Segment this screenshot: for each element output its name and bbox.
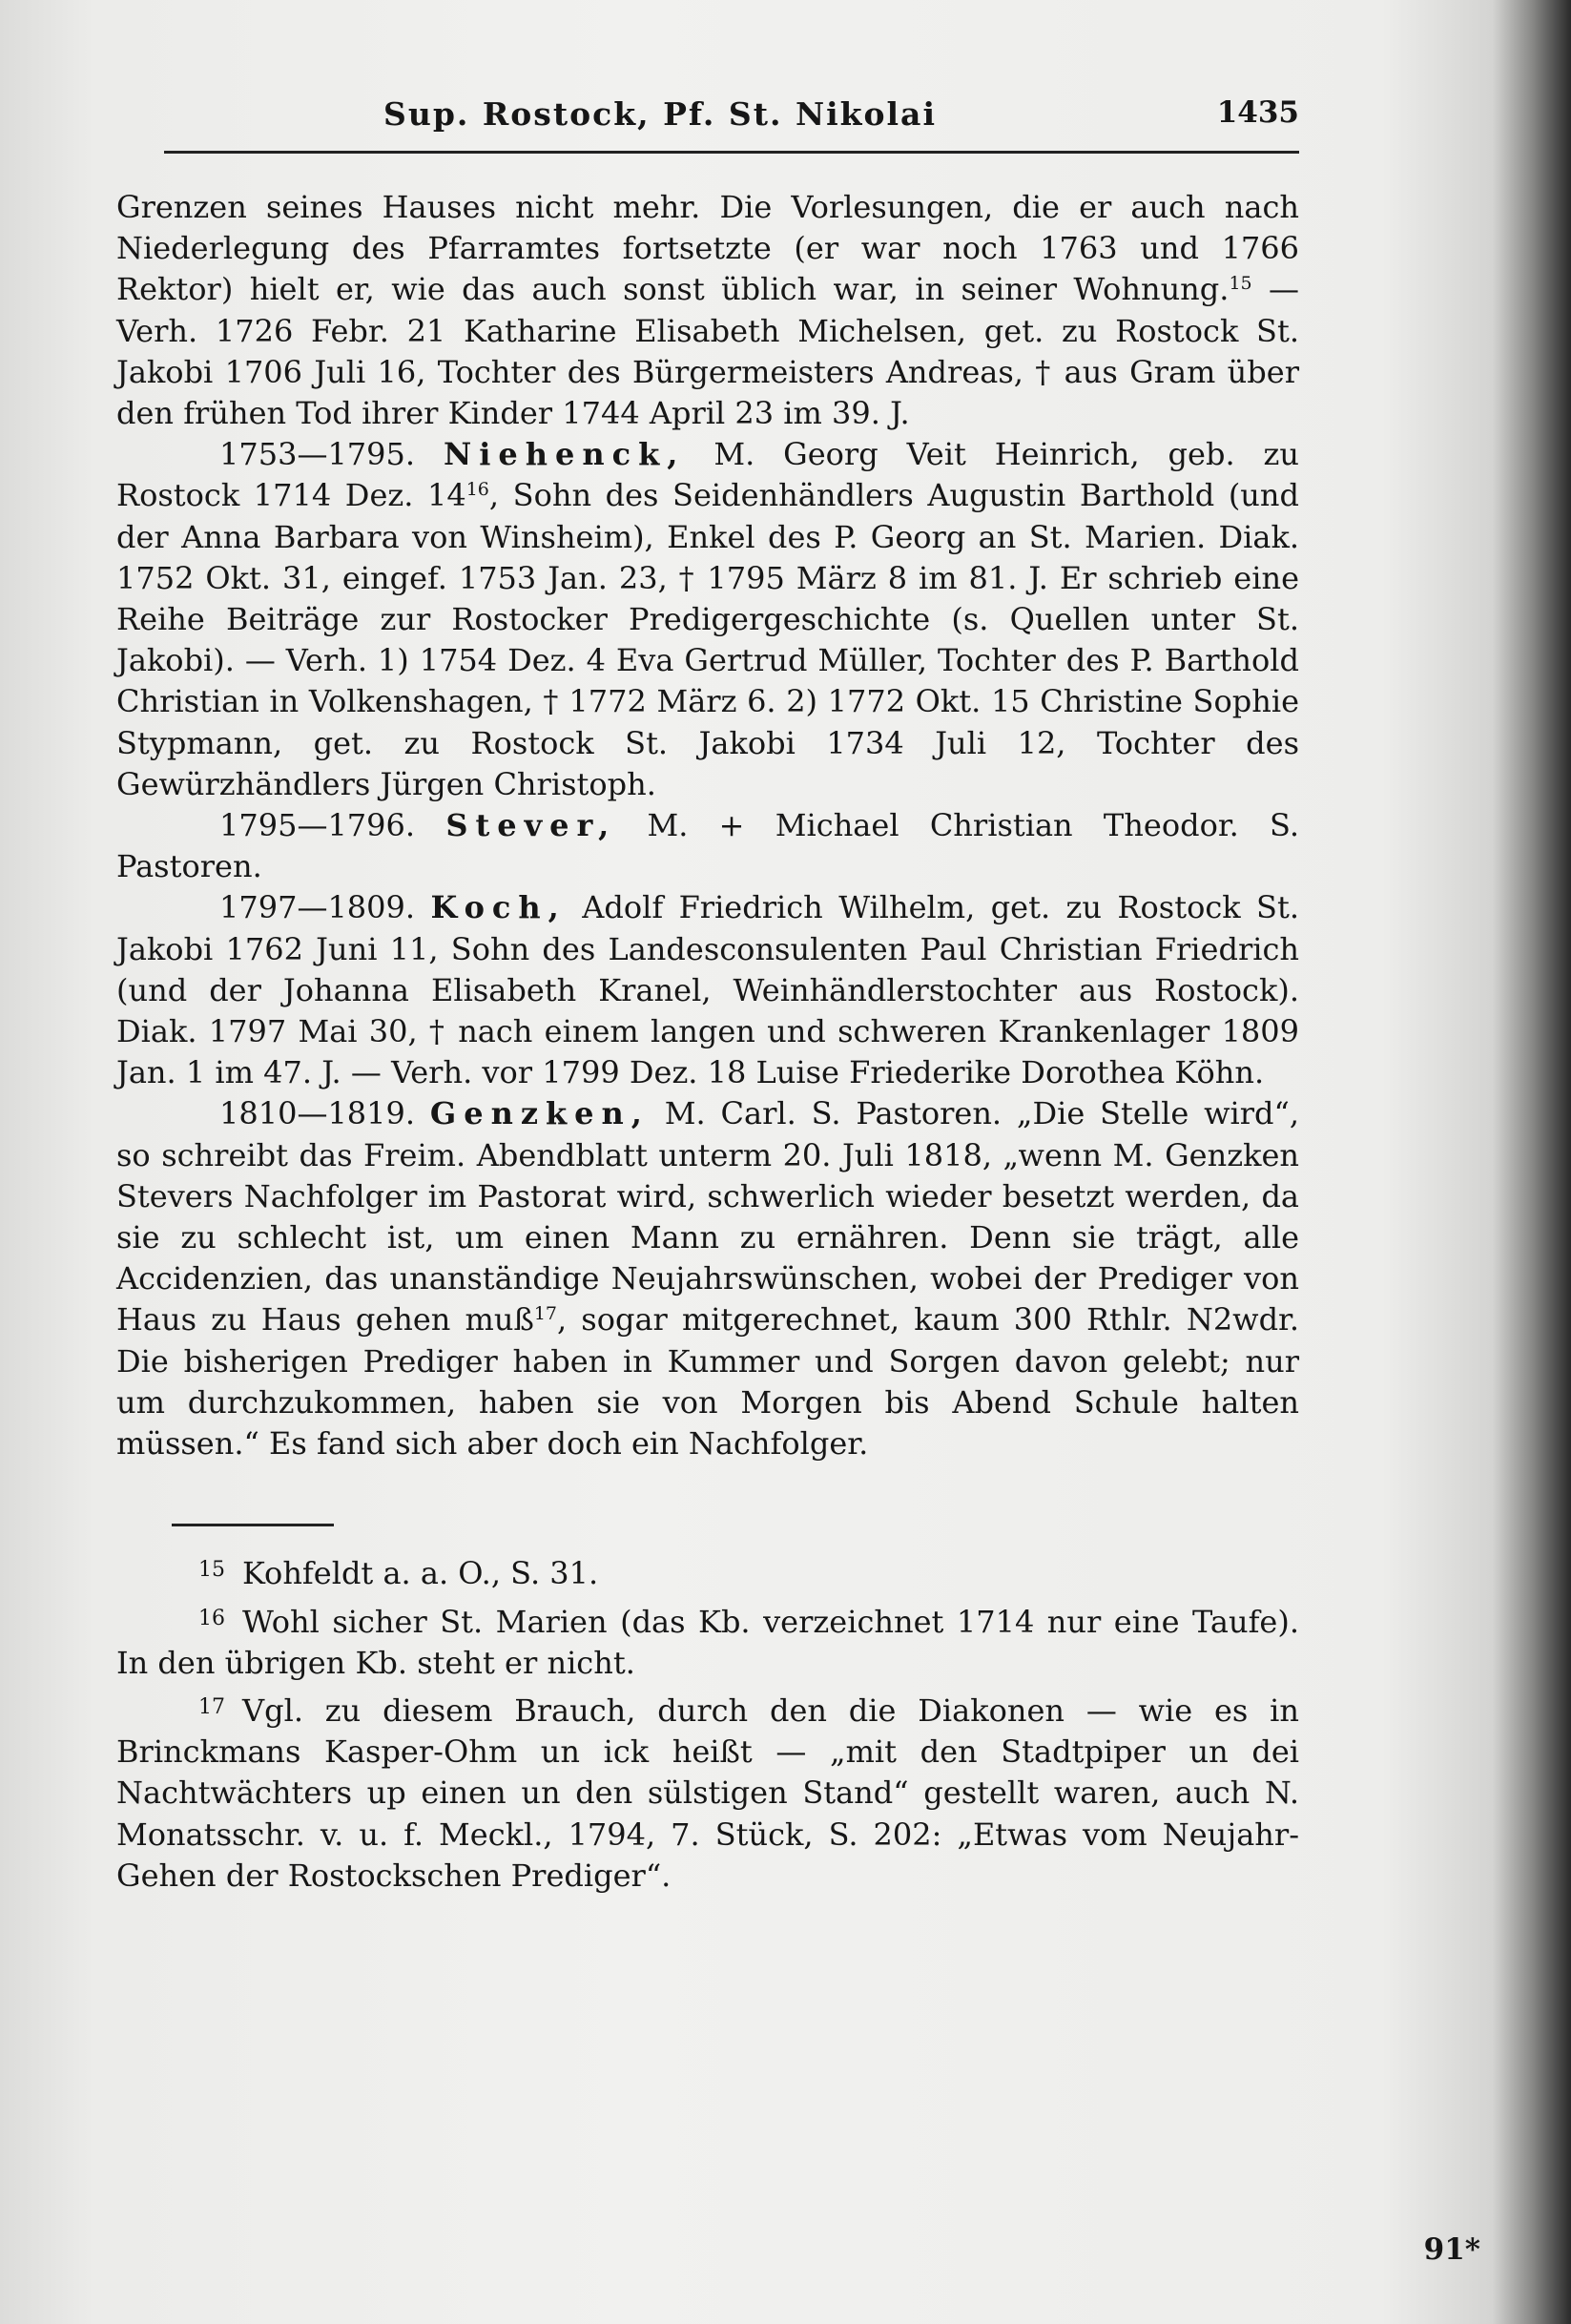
- page-number: 1435: [1216, 95, 1299, 130]
- footnote-17: [116, 1687, 1299, 1897]
- paragraph-text: M. Georg Veit Heinrich, geb. zu Rostock 1714 Dez. 14: [116, 436, 1299, 514]
- footnote-mark: 15: [198, 1558, 225, 1583]
- footnote-mark: 16: [198, 1606, 225, 1630]
- paragraph-niehenck: [116, 434, 1299, 805]
- text-block: [116, 95, 1299, 1899]
- entry-years: 1753—1795.: [219, 436, 416, 473]
- page-header: [116, 95, 1299, 158]
- footnote-text: Vgl. zu diesem Brauch, durch den die Diakonen — wie es in Brinckmans Kasper-Ohm un ick heißt — „mit den Stadtpiper un dei Nachtwächters up einen un den sülstigen Stand“ gestellt waren, auch N. Monatsschr. v. u. f. Meckl., 1794, 7. Stück, S. 202: „Etwas vom Neujahr-Gehen der Rostockschen Prediger“.: [116, 1691, 1299, 1894]
- entry-name: Koch,: [430, 889, 567, 926]
- entry-name: Genzken,: [429, 1095, 650, 1132]
- footnote-separator: [172, 1524, 334, 1526]
- running-head: Sup. Rostock, Pf. St. Nikolai: [383, 95, 937, 133]
- header-rule: [164, 151, 1299, 154]
- signature-mark: 91*: [1423, 2232, 1480, 2267]
- entry-name: Niehenck,: [443, 436, 686, 473]
- paragraph-genzken: [116, 1093, 1299, 1464]
- paragraph-text: Grenzen seines Hauses nicht mehr. Die Vorlesungen, die er auch nach Niederlegung des Pfarramtes fortsetzte (er war noch 1763 und 1766 Rektor) hielt er, wie das auch sonst üblich war, in seiner Wohnung.: [116, 189, 1299, 308]
- footnote-ref-17: 17: [533, 1303, 558, 1325]
- footnote-ref-15: 15: [1229, 273, 1252, 295]
- entry-years: 1797—1809.: [219, 889, 416, 926]
- footnote-text: Wohl sicher St. Marien (das Kb. verzeichnet 1714 nur eine Taufe). In den übrigen Kb. steht er nicht.: [116, 1603, 1299, 1681]
- paragraph-koch: [116, 887, 1299, 1093]
- footnotes: [116, 1549, 1299, 1897]
- paragraph-text-cont: , sogar mitgerechnet, kaum 300 Rthlr. N2wdr. Die bisherigen Prediger haben in Kummer und Sorgen davon gelebt; nur um durchzukommen, haben sie von Morgen bis Abend Schule halten müssen.“ Es fand sich aber doch ein Nachfolger.: [116, 1301, 1300, 1463]
- footnote-15: [116, 1549, 1299, 1594]
- footnote-text: Kohfeldt a. a. O., S. 31.: [242, 1555, 599, 1592]
- body-text: [116, 187, 1299, 1464]
- paragraph-text-cont: , Sohn des Seidenhändlers Augustin Barthold (und der Anna Barbara von Winsheim), Enkel des P. Georg an St. Marien. Diak. 1752 Okt. 31, eingef. 1753 Jan. 23, † 1795 März 8 im 81. J. Er schrieb eine Reihe Beiträge zur Rostocker Predigergeschichte (s. Quellen unter St. Jakobi). — Verh. 1) 1754 Dez. 4 Eva Gertrud Müller, Tochter des P. Barthold Christian in Volkenshagen, † 1772 März 6. 2) 1772 Okt. 15 Christine Sophie Stypmann, get. zu Rostock St. Jakobi 1734 Juli 12, Tochter des Gewürzhändlers Jürgen Christoph.: [116, 477, 1300, 802]
- paragraph-text: M. + Michael Christian Theodor. S. Pastoren.: [116, 807, 1300, 885]
- entry-years: 1795—1796.: [219, 807, 416, 844]
- paragraph-text: Adolf Friedrich Wilhelm, get. zu Rostock St. Jakobi 1762 Juni 11, Sohn des Landesconsulenten Paul Christian Friedrich (und der Johanna Elisabeth Kranel, Weinhändlerstochter aus Rostock). Diak. 1797 Mai 30, † nach einem langen und schweren Krankenlager 1809 Jan. 1 im 47. J. — Verh. vor 1799 Dez. 18 Luise Friederike Dorothea Köhn.: [116, 889, 1300, 1091]
- paragraph-text: M. Carl. S. Pastoren. „Die Stelle wird“, so schreibt das Freim. Abendblatt unterm 20. Juli 1818, „wenn M. Genzken Stevers Nachfolger im Pastorat wird, schwerlich wieder besetzt werden, da sie zu schlecht ist, um einen Mann zu ernähren. Denn sie trägt, alle Accidenzien, das unanständige Neujahrswünschen, wobei der Prediger von Haus zu Haus gehen muß: [116, 1095, 1300, 1338]
- footnote-ref-16: 16: [465, 479, 489, 501]
- paragraph-stever: [116, 805, 1299, 887]
- paragraph-1: [116, 187, 1299, 434]
- entry-name: Stever,: [445, 807, 617, 844]
- entry-years: 1810—1819.: [219, 1095, 416, 1132]
- paragraph-text-cont: — Verh. 1726 Febr. 21 Katharine Elisabeth Michelsen, get. zu Rostock St. Jakobi 1706 Juli 16, Tochter des Bürgermeisters Andreas, † aus Gram über den frühen Tod ihrer Kinder 1744 April 23 im 39. J.: [116, 271, 1299, 432]
- footnote-16: [116, 1598, 1299, 1684]
- footnote-mark: 17: [198, 1694, 225, 1719]
